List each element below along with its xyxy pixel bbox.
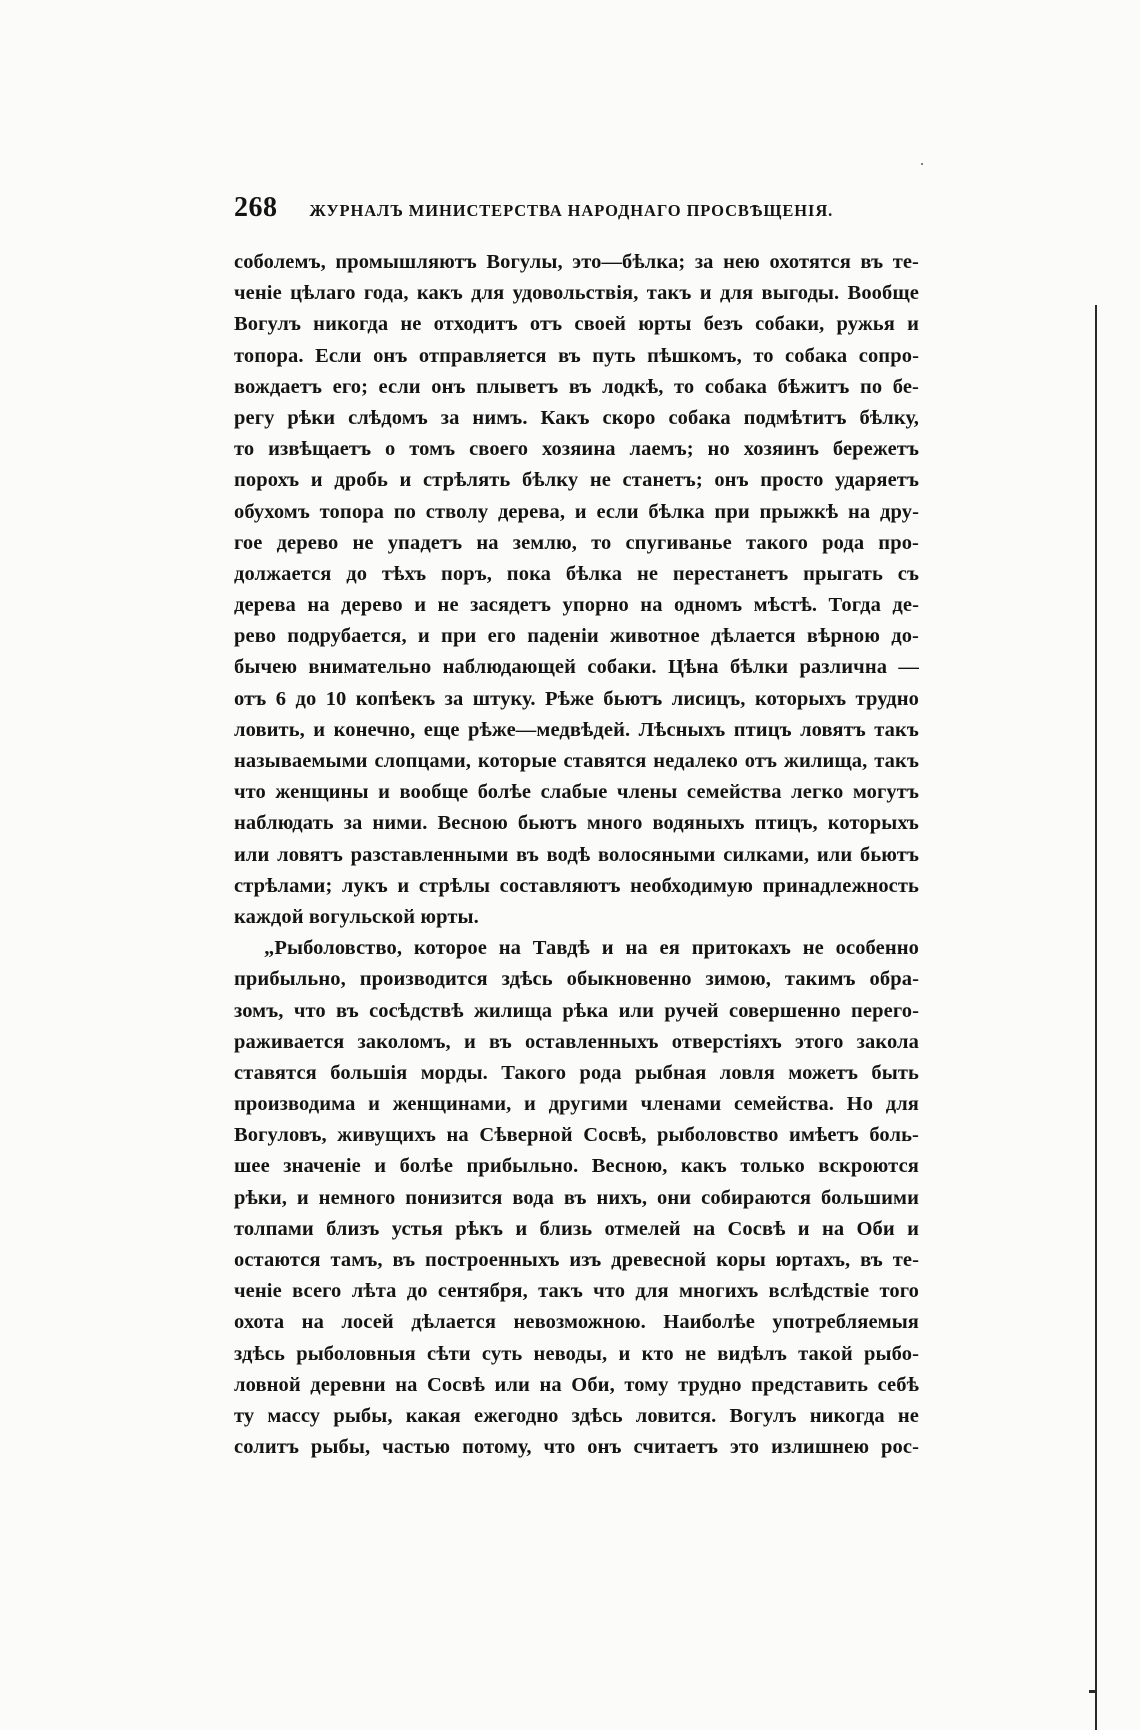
text-line: толпами близъ устья рѣкъ и близь отмелей на Сосвѣ и на Оби и — [234, 1217, 919, 1240]
text-line: соболемъ, промышляютъ Вогулы, это—бѣлка; за нею охотятся въ те- — [234, 251, 919, 273]
text-line: стрѣлами; лукъ и стрѣлы составляютъ необходимую принадлежность — [234, 874, 919, 897]
text-line: прибыльно, производится здѣсь обыкновенно зимою, такимъ обра- — [234, 968, 919, 991]
text-line: ченіе цѣлаго года, какъ для удовольствія, такъ и для выгоды. Вообще — [234, 282, 919, 305]
text-line: дерева на дерево и не засядетъ упорно на одномъ мѣстѣ. Тогда де- — [234, 594, 919, 617]
body-text — [234, 247, 919, 1463]
text-line: ченіе всего лѣта до сентября, такъ что для многихъ вслѣдствіе того — [234, 1280, 919, 1303]
text-line: Вогулъ никогда не отходитъ отъ своей юрты безъ собаки, ружья и — [234, 313, 919, 336]
page-number: 268 — [234, 192, 278, 223]
paragraph-start-line: „Рыболовство, которое на Тавдѣ и на ея притокахъ не особенно — [264, 937, 919, 960]
text-line: ловной деревни на Сосвѣ или на Оби, тому трудно представить себѣ — [234, 1373, 919, 1396]
text-line: шее значеніе и болѣе прибыльно. Весною, какъ только вскроются — [234, 1155, 919, 1178]
text-line: зомъ, что въ сосѣдствѣ жилища рѣка или ручей совершенно перего- — [234, 999, 919, 1022]
scan-edge-line — [1095, 305, 1097, 1730]
text-line: ставятся большія морды. Такого рода рыбная ловля можетъ быть — [234, 1061, 919, 1084]
text-line: регу рѣки слѣдомъ за нимъ. Какъ скоро собака подмѣтитъ бѣлку, — [234, 406, 919, 429]
text-line: порохъ и дробь и стрѣлять бѣлку не станетъ; онъ просто ударяетъ — [234, 469, 919, 492]
text-line: наблюдать за ними. Весною бьютъ много водяныхъ птицъ, которыхъ — [234, 812, 919, 835]
text-line: гое дерево не упадетъ на землю, то спугиванье такого рода про- — [234, 531, 919, 554]
scan-speck — [921, 163, 923, 165]
text-line: обухомъ топора по стволу дерева, и если бѣлка при прыжкѣ на дру- — [234, 500, 919, 523]
text-line: ту массу рыбы, какая ежегодно здѣсь ловится. Вогулъ никогда не — [234, 1404, 919, 1427]
text-line: производима и женщинами, и другими членами семейства. Но для — [234, 1093, 919, 1116]
text-line: топора. Если онъ отправляется въ путь пѣшкомъ, то собака сопро- — [234, 344, 919, 367]
text-line: что женщины и вообще болѣе слабые члены семейства легко могутъ — [234, 781, 919, 804]
text-line: солитъ рыбы, частью потому, что онъ считаетъ это излишнею рос- — [234, 1436, 919, 1459]
text-line: остаются тамъ, въ построенныхъ изъ древесной коры юртахъ, въ те- — [234, 1249, 919, 1271]
text-line: Вогуловъ, живущихъ на Сѣверной Сосвѣ, рыболовство имѣетъ боль- — [234, 1124, 919, 1147]
text-line: рево подрубается, и при его паденіи животное дѣлается вѣрною до- — [234, 625, 919, 648]
page-header — [234, 192, 914, 226]
text-line: называемыми слопцами, которые ставятся недалеко отъ жилища, такъ — [234, 750, 919, 772]
text-line: раживается заколомъ, и въ оставленныхъ отверстіяхъ этого закола — [234, 1030, 919, 1053]
text-line: ловить, и конечно, еще рѣже—медвѣдей. Лѣсныхъ птицъ ловятъ такъ — [234, 718, 919, 741]
text-line: охота на лосей дѣлается невозможною. Наиболѣе употребляемыя — [234, 1311, 919, 1334]
text-line: то извѣщаетъ о томъ своего хозяина лаемъ; но хозяинъ бережетъ — [234, 438, 919, 461]
text-line: бычею внимательно наблюдающей собаки. Цѣна бѣлки различна — — [234, 656, 919, 679]
text-line: здѣсь рыболовныя сѣти суть неводы, и кто не видѣлъ такой рыбо- — [234, 1342, 919, 1365]
text-line: отъ 6 до 10 копѣекъ за штуку. Рѣже бьютъ лисицъ, которыхъ трудно — [234, 687, 919, 710]
text-line: должается до тѣхъ поръ, пока бѣлка не перестанетъ прыгать съ — [234, 562, 919, 585]
running-title: ЖУРНАЛЪ МИНИСТЕРСТВА НАРОДНАГО ПРОСВѢЩЕНІЯ. — [309, 201, 834, 220]
paragraph-end-line: каждой вогульской юрты. — [234, 905, 479, 928]
text-line: рѣки, и немного понизится вода въ нихъ, они собираются большими — [234, 1186, 919, 1209]
text-line: или ловятъ разставленными въ водѣ волосяными силками, или бьютъ — [234, 843, 919, 866]
text-line: вождаетъ его; если онъ плыветъ въ лодкѣ, то собака бѣжитъ по бе- — [234, 375, 919, 398]
